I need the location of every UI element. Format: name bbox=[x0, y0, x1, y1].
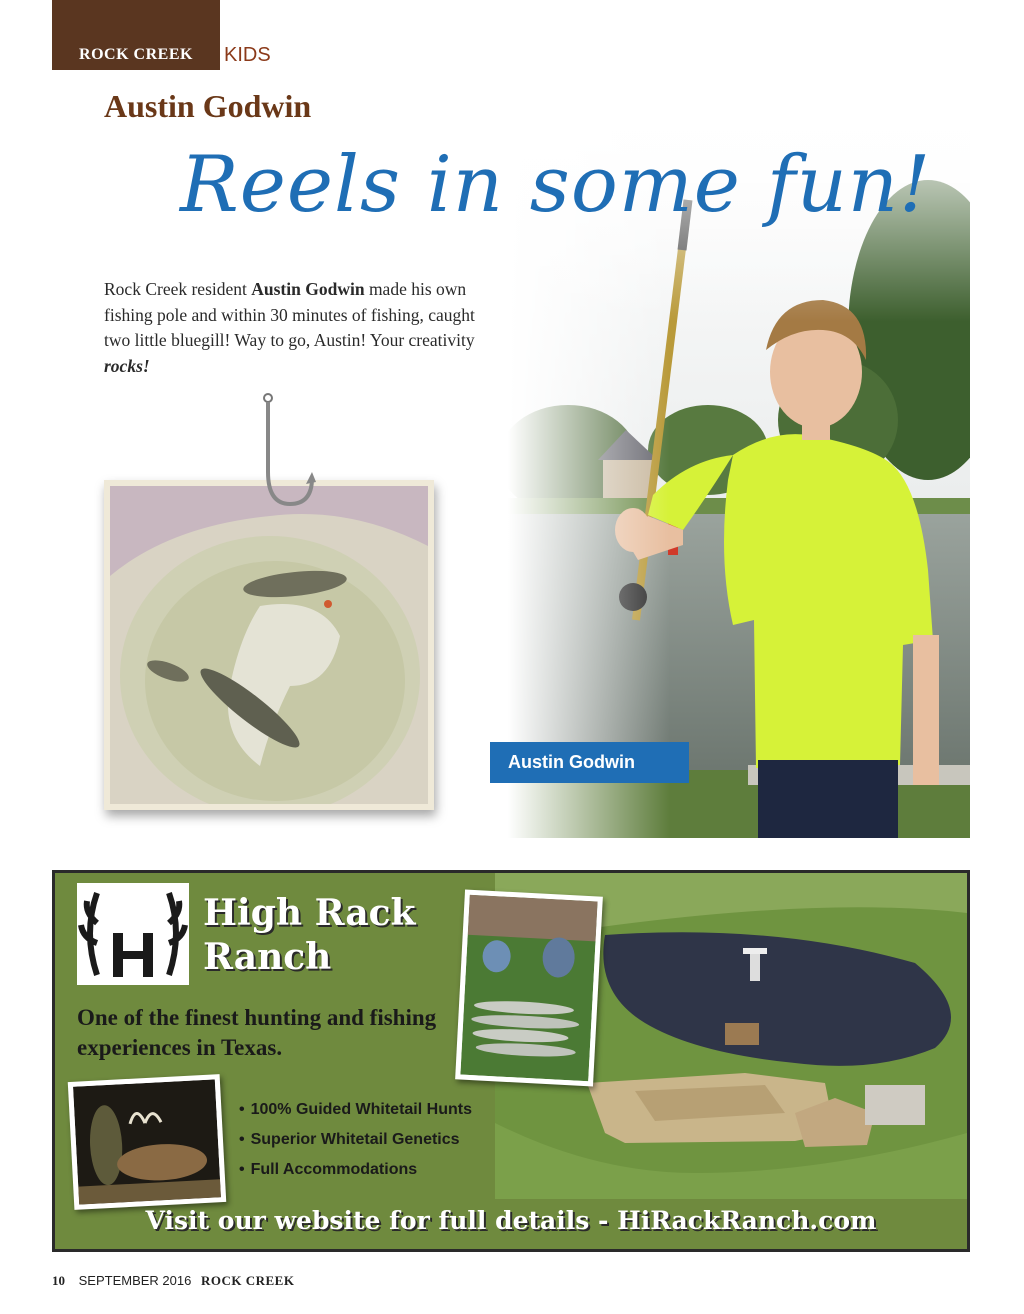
ad-panel bbox=[55, 873, 967, 1249]
feature-text: Full Accommodations bbox=[250, 1161, 418, 1178]
ad-brand-line2: Ranch bbox=[203, 936, 332, 978]
publication-name: ROCK CREEK bbox=[200, 1273, 295, 1288]
feature-item bbox=[239, 1095, 472, 1125]
bullet-icon: • bbox=[239, 1101, 245, 1118]
kid-name-heading: Austin Godwin bbox=[104, 88, 312, 124]
feature-item bbox=[239, 1155, 472, 1185]
article-body bbox=[104, 277, 494, 379]
section-brand: ROCK CREEK bbox=[79, 46, 193, 63]
feature-item bbox=[239, 1125, 472, 1155]
page-footer bbox=[52, 1273, 294, 1289]
feature-text: 100% Guided Whitetail Hunts bbox=[250, 1101, 472, 1118]
feature-text: Superior Whitetail Genetics bbox=[250, 1131, 460, 1148]
fishing-hook-icon bbox=[250, 392, 330, 516]
body-intro: Rock Creek resident bbox=[104, 279, 252, 299]
bullet-icon: • bbox=[239, 1131, 245, 1148]
body-emphasis: rocks! bbox=[104, 355, 150, 376]
whitetail-deer-photo bbox=[68, 1074, 226, 1210]
bullet-icon: • bbox=[239, 1161, 245, 1178]
body-name: Austin Godwin bbox=[251, 279, 365, 299]
issue-date: SEPTEMBER 2016 bbox=[78, 1273, 192, 1288]
bluegill-photo bbox=[104, 480, 434, 810]
ad-features bbox=[239, 1095, 472, 1185]
high-rack-ranch-logo bbox=[77, 883, 189, 985]
ad-brand-line1: High Rack bbox=[203, 892, 416, 934]
section-tab bbox=[52, 0, 220, 70]
ad-tagline: One of the finest hunting and fishing experiences in Texas. bbox=[77, 1005, 437, 1060]
script-title: Reels in some fun! bbox=[180, 140, 932, 230]
photo-caption: Austin Godwin bbox=[490, 742, 689, 783]
ad-website-cta[interactable]: Visit our website for full details - HiRackRanch.com bbox=[145, 1206, 877, 1235]
advertisement[interactable] bbox=[52, 870, 970, 1252]
ad-brand bbox=[203, 891, 416, 979]
page-number: 10 bbox=[52, 1273, 65, 1288]
section-name: KIDS bbox=[224, 44, 271, 66]
body-main: made his own fishing pole and within 30 minutes of fishing, caught two little bluegill! Way to go, Austin! Your creativity bbox=[104, 279, 475, 350]
